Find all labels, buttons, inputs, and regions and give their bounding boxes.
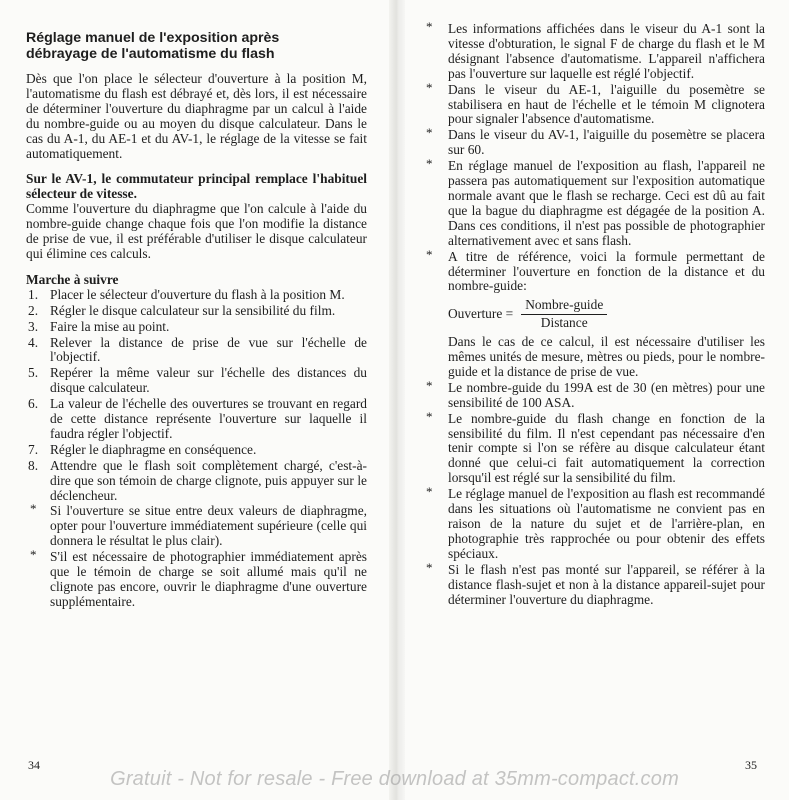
item-text: S'il est nécessaire de photographier immédiatement après que le témoin de charge se soit allumé mais qu'il ne clignote pas encore, ouvrir le diaphragme d'une ouverture supplémentaire. xyxy=(50,549,367,609)
note-item xyxy=(422,79,765,128)
formula-numerator: Nombre-guide xyxy=(521,298,607,315)
formula-note-list xyxy=(422,246,765,380)
section-heading xyxy=(26,30,367,62)
asterisk-marker: * xyxy=(426,408,433,424)
step-item xyxy=(26,304,367,319)
item-text: Faire la mise au point. xyxy=(50,318,170,334)
asterisk-marker: * xyxy=(30,501,37,517)
asterisk-marker: * xyxy=(426,125,433,141)
intro-paragraph: Dès que l'on place le sélecteur d'ouverture à la position M, l'automatisme du flash est débrayé et, dès lors, il est nécessaire de déterminer l'ouverture du diaphragme par un calcul à l'aide du nombre-guide ou au moyen du disque calculateur. Dans le cas du A-1, du AE-1 et du AV-1, le réglage de la vitesse se fait automatiquement. xyxy=(26,71,367,161)
note-item xyxy=(422,559,765,608)
page-number-left: 34 xyxy=(28,758,40,772)
asterisk-marker: * xyxy=(426,377,433,393)
formula-fraction xyxy=(521,298,607,331)
note-item xyxy=(422,377,765,411)
asterisk-marker: * xyxy=(426,156,433,172)
item-text: La valeur de l'échelle des ouvertures se trouvant en regard de cette distance représente l'ouverture sur laquelle il faudra régler l'objectif. xyxy=(50,396,367,441)
right-page xyxy=(395,0,789,800)
item-text: Dans le viseur du AV-1, l'aiguille du posemètre se placera sur 60. xyxy=(448,127,765,158)
step-number: 2. xyxy=(28,302,39,318)
step-number: 3. xyxy=(28,318,39,334)
note-item xyxy=(422,156,765,248)
step-item xyxy=(26,397,367,442)
item-text: Attendre que le flash soit complètement chargé, c'est-à-dire que son témoin de charge clignote, puis appuyer sur le déclencheur. xyxy=(50,457,367,503)
note-item xyxy=(422,125,765,158)
step-item xyxy=(26,547,367,610)
note-item xyxy=(422,484,765,562)
asterisk-marker: * xyxy=(426,246,433,262)
asterisk-marker: * xyxy=(426,79,433,95)
item-text: Le réglage manuel de l'exposition au flash est recommandé dans les situations où l'automatisme ne convient pas en raison de la nature du sujet et de l'arrière-plan, en photographie très rapprochée ou pour obtenir des effets spéciaux. xyxy=(448,486,765,561)
steps-heading: Marche à suivre xyxy=(26,271,119,287)
item-text: Relever la distance de prise de vue sur l'échelle de l'objectif. xyxy=(50,334,367,365)
asterisk-marker: * xyxy=(30,547,37,563)
step-item xyxy=(26,320,367,335)
step-item xyxy=(26,288,367,303)
formula-lhs: Ouverture = xyxy=(448,306,514,322)
item-text: Repérer la même valeur sur l'échelle des distances du disque calculateur. xyxy=(50,365,367,396)
step-item xyxy=(26,459,367,504)
formula-denominator: Distance xyxy=(540,315,588,331)
step-number: 8. xyxy=(28,457,39,473)
item-text: Les informations affichées dans le viseur du A-1 sont la vitesse d'obturation, le signal F de charge du flash et le M désignant l'absence d'automatisme. L'appareil n'affichera pas l'ouverture sur laquelle est réglé l'objectif. xyxy=(448,21,765,81)
formula xyxy=(448,298,765,331)
item-text: Dans le viseur du AE-1, l'aiguille du posemètre se stabilisera en haut de l'échelle et le témoin M clignotera pour signaler l'absence d'automatisme. xyxy=(448,81,765,127)
av1-paragraph: Comme l'ouverture du diaphragme que l'on calcule à l'aide du nombre-guide change chaque fois que l'on modifie la distance de prise de vue, il est préférable d'utiliser le disque calculateur qui élimine ces calculs. xyxy=(26,201,367,261)
watermark-text: Gratuit - Not for resale - Free download at 35mm-compact.com xyxy=(110,768,679,790)
step-number: 1. xyxy=(28,286,39,302)
formula-after: Dans le cas de ce calcul, il est nécessaire d'utiliser les mêmes unités de mesure, mètres ou pieds, pour le nombre-guide et la distance de prise de vue. xyxy=(448,334,765,379)
step-number: 5. xyxy=(28,365,39,381)
steps-list xyxy=(26,288,367,610)
step-number: 6. xyxy=(28,396,39,412)
formula-note xyxy=(422,246,765,380)
formula-intro: A titre de référence, voici la formule permettant de déterminer l'ouverture en fonction de la distance et du nombre-guide: xyxy=(448,248,765,294)
notes-list xyxy=(422,19,765,249)
step-item xyxy=(26,336,367,366)
av1-subheading: Sur le AV-1, le commutateur principal remplace l'habituel sélecteur de vitesse. xyxy=(26,171,367,202)
item-text: Le nombre-guide du 199A est de 30 (en mètres) pour une sensibilité de 100 ASA. xyxy=(448,379,765,410)
item-text: Si le flash n'est pas monté sur l'appareil, se référer à la distance flash-sujet et non à la distance appareil-sujet pour déterminer l'ouverture du diaphragme. xyxy=(448,561,765,607)
notes-list-2 xyxy=(422,377,765,608)
item-text: Placer le sélecteur d'ouverture du flash à la position M. xyxy=(50,286,345,302)
asterisk-marker: * xyxy=(426,484,433,500)
asterisk-marker: * xyxy=(426,559,433,575)
heading-line-1: Réglage manuel de l'exposition après xyxy=(26,30,280,46)
note-item xyxy=(422,408,765,487)
step-number: 7. xyxy=(28,441,39,457)
page-number-right: 35 xyxy=(745,758,757,772)
asterisk-marker: * xyxy=(426,19,433,34)
step-number: 4. xyxy=(28,334,39,350)
item-text: Régler le disque calculateur sur la sensibilité du film. xyxy=(50,302,336,318)
step-item xyxy=(26,443,367,458)
item-text: Si l'ouverture se situe entre deux valeurs de diaphragme, opter pour l'ouverture immédiatement supérieure (celle qui donnera le résultat le plus clair). xyxy=(50,503,367,549)
note-item xyxy=(422,19,765,82)
step-item xyxy=(26,501,367,549)
item-text: Régler le diaphragme en conséquence. xyxy=(50,441,257,457)
step-item xyxy=(26,366,367,396)
item-text: Le nombre-guide du flash change en fonction de la sensibilité du film. Il n'est cependant pas nécessaire d'en tenir compte si l'on se réfère au disque calculateur étant donné que celui-ci fait automatiquement la correction lorsqu'il est réglé sur la sensibilité du film. xyxy=(448,410,765,486)
heading-line-2: débrayage de l'automatisme du flash xyxy=(26,46,275,62)
item-text: En réglage manuel de l'exposition au flash, l'appareil ne passera pas automatiquement sur l'exposition automatique normale avant que le flash se recharge. Ceci est dû au fait que la bague du diaphragme est dégagée de la position A. Dans ces conditions, il n'est pas possible de photographier alternativement avec et sans flash. xyxy=(448,158,765,248)
